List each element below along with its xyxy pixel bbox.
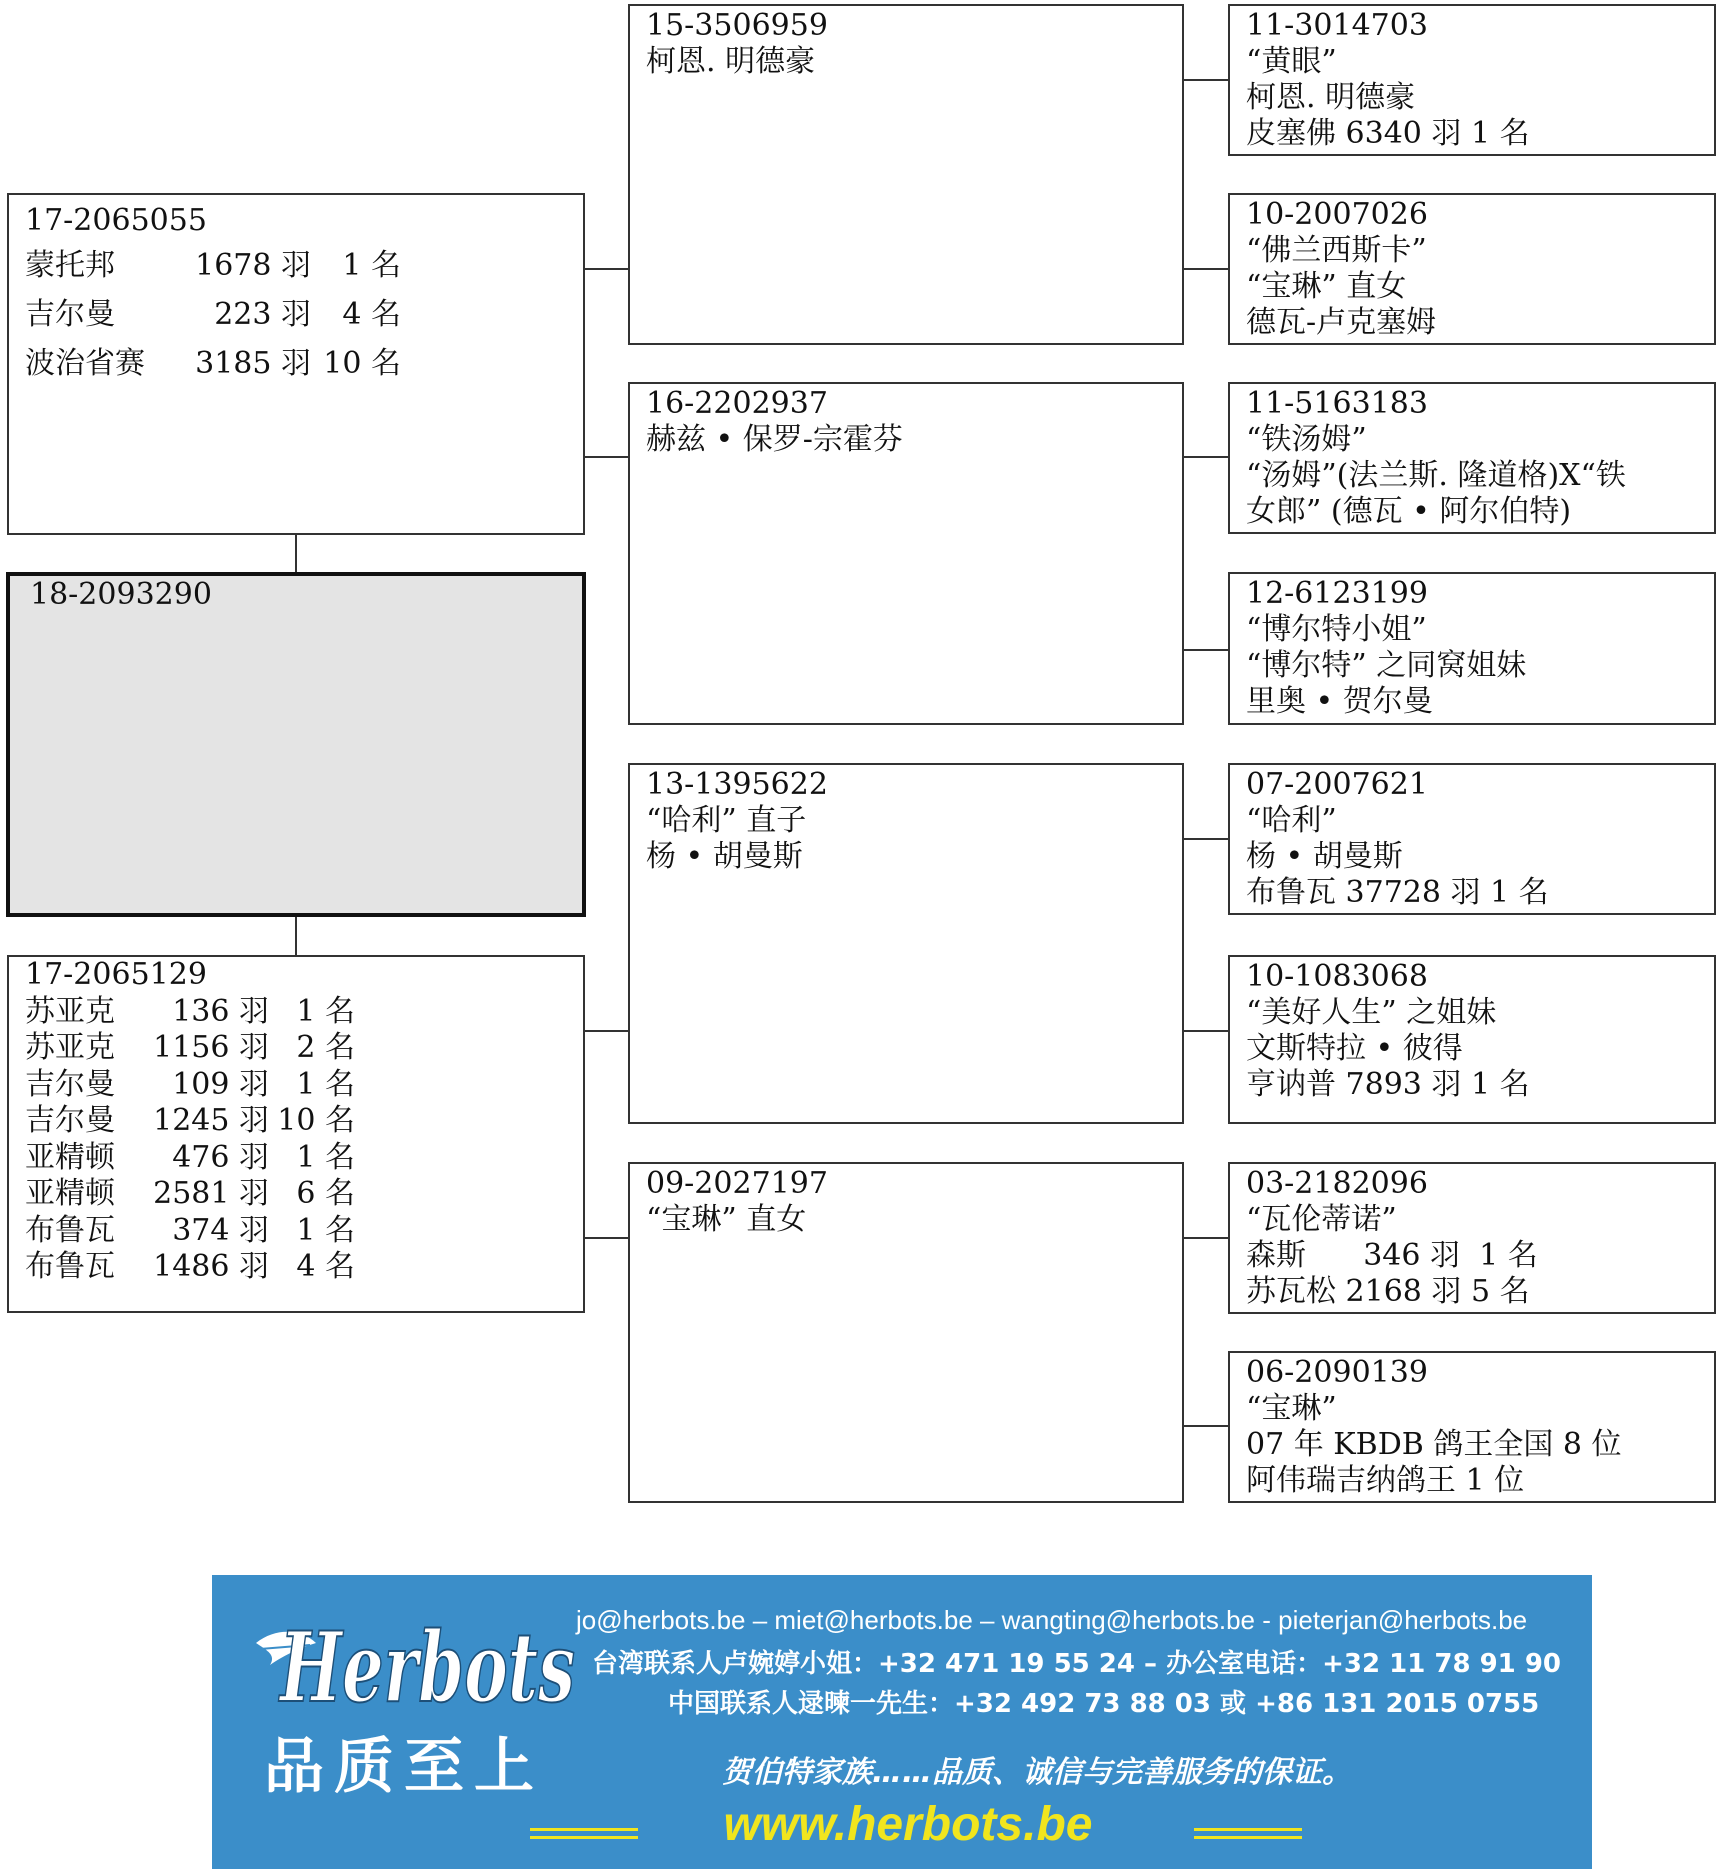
decor-bar-right (1194, 1828, 1302, 1831)
subject-box (6, 572, 586, 917)
dam-result-row: 吉尔曼 1245 羽 10 名 (25, 1103, 355, 1138)
dam-result-row: 亚精顿 476 羽 1 名 (25, 1139, 355, 1175)
website-link[interactable]: www.herbots.be (723, 1798, 1093, 1851)
dam-result-row: 吉尔曼 109 羽 1 名 (25, 1066, 355, 1102)
china-contact: 中国联系人逯暕一先生：+32 492 73 88 03 或 +86 131 2015 0755 (668, 1689, 1540, 1719)
dam-result-row: 苏亚克 1156 羽 2 名 (25, 1030, 355, 1065)
grandparent-ring: 09-2027197 (646, 1166, 828, 1201)
great-grandparent-ring: 11-3014703 (1246, 8, 1428, 43)
taiwan-contact: 台湾联系人卢婉婷小姐：+32 471 19 55 24 – 办公室电话：+32 11 78 91 90 (592, 1649, 1561, 1679)
great-grandparent-ring: 06-2090139 (1246, 1355, 1428, 1390)
great-grandparent-ring: 07-2007621 (1246, 767, 1428, 802)
grandparent-line: “哈利” 直子 (646, 803, 807, 838)
great-grandparent-line: 07 年 KBDB 鸽王全国 8 位 (1246, 1427, 1622, 1462)
great-grandparent-box-6 (1228, 955, 1716, 1124)
great-grandparent-line: 文斯特拉 • 彼得 (1246, 1031, 1463, 1066)
grandparent-ring: 15-3506959 (646, 8, 828, 43)
dam-result-row: 布鲁瓦 374 羽 1 名 (25, 1212, 355, 1248)
great-grandparent-line: “瓦伦蒂诺” (1246, 1202, 1397, 1237)
great-grandparent-box-4 (1228, 572, 1716, 725)
great-grandparent-line: “宝琳” (1246, 1391, 1337, 1426)
great-grandparent-box-5 (1228, 763, 1716, 915)
great-grandparent-line: 阿伟瑞吉纳鸽王 1 位 (1246, 1463, 1525, 1498)
grandparent-box-sire-dam (628, 382, 1184, 725)
great-grandparent-ring: 10-1083068 (1246, 959, 1428, 994)
grandparent-box-sire-sire (628, 4, 1184, 345)
great-grandparent-box-8 (1228, 1351, 1716, 1503)
grandparent-ring: 13-1395622 (646, 767, 828, 802)
subject-ring: 18-2093290 (30, 577, 212, 612)
great-grandparent-line: 布鲁瓦 37728 羽 1 名 (1246, 875, 1549, 910)
great-grandparent-line: 森斯 346 羽 1 名 (1246, 1238, 1538, 1273)
logo-wordmark: Herbots (277, 1611, 575, 1724)
decor-bar-left (530, 1828, 638, 1831)
great-grandparent-box-3 (1228, 382, 1716, 534)
great-grandparent-line: 杨 • 胡曼斯 (1246, 839, 1403, 874)
sire-ring: 17-2065055 (25, 203, 207, 238)
sire-result-row: 波治省赛 3185 羽 10 名 (25, 346, 401, 381)
grandparent-line: “宝琳” 直女 (646, 1202, 807, 1237)
grandparent-line: 赫兹 • 保罗-宗霍芬 (646, 422, 903, 457)
great-grandparent-line: “汤姆”(法兰斯. 隆道格)X“铁 (1246, 458, 1626, 493)
sire-result-row: 蒙托邦 1678 羽 1 名 (25, 248, 401, 283)
great-grandparent-line: “美好人生” 之姐妹 (1246, 995, 1497, 1030)
great-grandparent-line: 皮塞佛 6340 羽 1 名 (1246, 116, 1530, 151)
great-grandparent-line: “博尔特小姐” (1246, 612, 1427, 647)
great-grandparent-line: “铁汤姆” (1246, 422, 1367, 457)
great-grandparent-line: “宝琳” 直女 (1246, 269, 1407, 304)
great-grandparent-line: 里奥 • 贺尔曼 (1246, 684, 1433, 719)
grandparent-box-dam-dam (628, 1162, 1184, 1503)
great-grandparent-line: “博尔特” 之同窝姐妹 (1246, 648, 1527, 683)
great-grandparent-ring: 11-5163183 (1246, 386, 1428, 421)
grandparent-line: 柯恩. 明德豪 (646, 44, 816, 79)
email-addresses: jo@herbots.be – miet@herbots.be – wangting@herbots.be - pieterjan@herbots.be (576, 1605, 1528, 1635)
sire-result-row: 吉尔曼 223 羽 4 名 (25, 297, 401, 332)
great-grandparent-line: 亨讷普 7893 羽 1 名 (1246, 1067, 1530, 1102)
great-grandparent-line: “佛兰西斯卡” (1246, 233, 1427, 268)
decor-bar-right (1194, 1836, 1302, 1839)
dam-box (7, 955, 585, 1313)
great-grandparent-line: 柯恩. 明德豪 (1246, 80, 1416, 115)
great-grandparent-line: 德瓦-卢克塞姆 (1246, 305, 1437, 340)
herbots-logo (250, 1601, 580, 1724)
great-grandparent-line: “哈利” (1246, 803, 1337, 838)
great-grandparent-box-1 (1228, 4, 1716, 156)
great-grandparent-ring: 12-6123199 (1246, 576, 1428, 611)
slogan: 贺伯特家族……品质、诚信与完善服务的保证。 (722, 1755, 1352, 1790)
grandparent-ring: 16-2202937 (646, 386, 828, 421)
herbots-banner (212, 1575, 1592, 1869)
dam-result-row: 亚精顿 2581 羽 6 名 (25, 1176, 355, 1211)
decor-bar-left (530, 1836, 638, 1839)
great-grandparent-ring: 10-2007026 (1246, 197, 1428, 232)
dam-result-row: 苏亚克 136 羽 1 名 (25, 993, 355, 1029)
great-grandparent-line: “黄眼” (1246, 44, 1337, 79)
grandparent-box-dam-sire (628, 763, 1184, 1124)
great-grandparent-box-2 (1228, 193, 1716, 345)
dam-ring: 17-2065129 (25, 957, 207, 992)
great-grandparent-line: 女郎” (德瓦 • 阿尔伯特) (1246, 494, 1572, 529)
dam-result-row: 布鲁瓦 1486 羽 4 名 (25, 1249, 355, 1284)
grandparent-line: 杨 • 胡曼斯 (646, 839, 803, 874)
sire-box (7, 193, 585, 535)
logo-tagline: 品质至上 (264, 1732, 544, 1802)
great-grandparent-ring: 03-2182096 (1246, 1166, 1428, 1201)
great-grandparent-line: 苏瓦松 2168 羽 5 名 (1246, 1274, 1530, 1309)
great-grandparent-box-7 (1228, 1162, 1716, 1314)
